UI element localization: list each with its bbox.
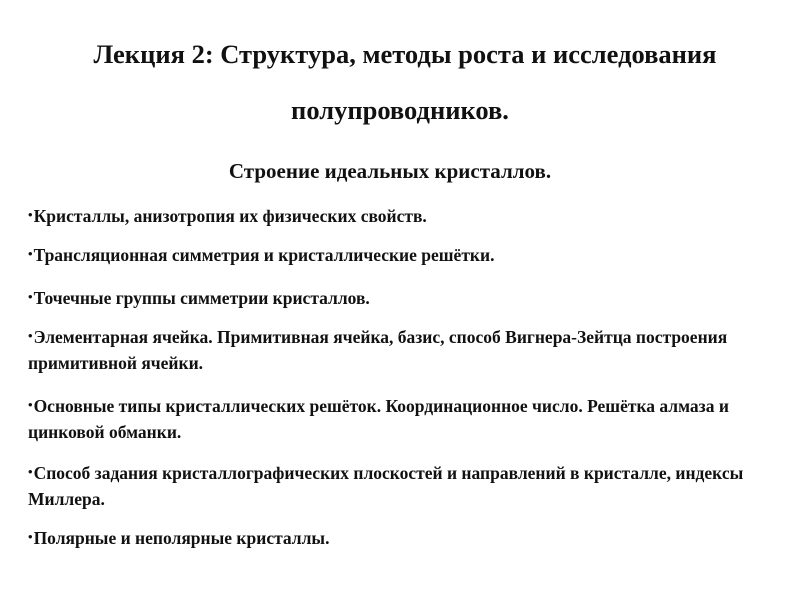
bullet-marker: •	[28, 397, 33, 412]
slide-title-line-1: Лекция 2: Структура, методы роста и исследования	[93, 39, 717, 69]
bullet-marker: •	[28, 246, 33, 261]
bullet-item	[28, 392, 768, 445]
bullet-marker: •	[28, 328, 33, 343]
bullet-text: Способ задания кристаллографических плоскостей и направлений в кристалле, индексы Миллера.	[28, 463, 744, 509]
bullet-marker: •	[28, 464, 33, 479]
bullet-marker: •	[28, 529, 33, 544]
bullet-item	[28, 524, 768, 551]
slide-subtitle: Строение идеальных кристаллов.	[228, 159, 552, 183]
bullet-text: Основные типы кристаллических решёток. Координационное число. Решётка алмаза и цинковой обманки.	[28, 396, 729, 442]
bullet-text: Трансляционная симметрия и кристаллические решётки.	[33, 245, 495, 265]
bullet-text: Элементарная ячейка. Примитивная ячейка, базис, способ Вигнера-Зейтца построения примитивной ячейки.	[28, 327, 728, 373]
bullet-item	[28, 241, 768, 268]
bullet-marker: •	[28, 289, 33, 304]
bullet-text: Кристаллы, анизотропия их физических свойств.	[33, 206, 427, 226]
bullet-text: Полярные и неполярные кристаллы.	[33, 528, 330, 548]
bullet-text: Точечные группы симметрии кристаллов.	[33, 288, 370, 308]
bullet-marker: •	[28, 207, 33, 222]
bullet-item	[28, 284, 768, 311]
slide-title-line-2: полупроводников.	[291, 95, 509, 125]
bullet-item	[28, 323, 768, 376]
bullet-item	[28, 202, 768, 229]
bullet-item	[28, 459, 768, 512]
